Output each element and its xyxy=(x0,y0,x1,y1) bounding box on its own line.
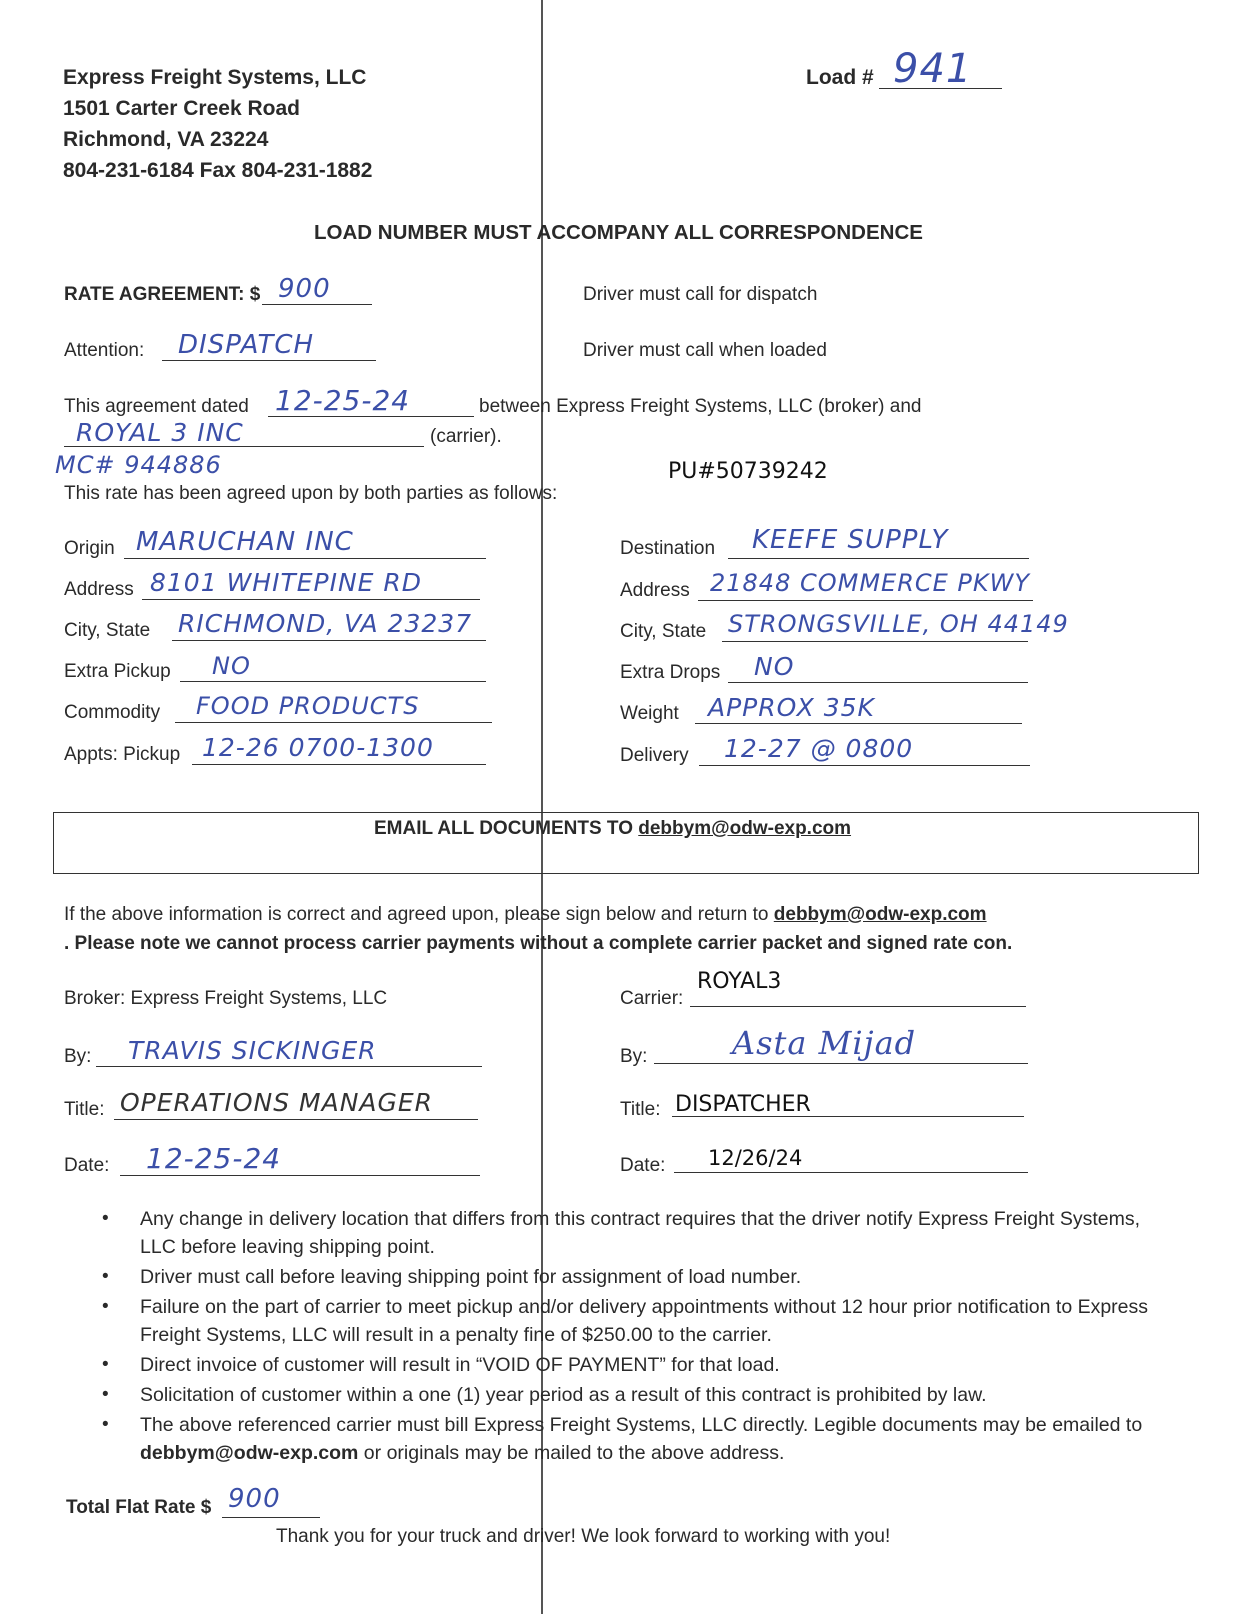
carrier-label: Carrier: xyxy=(620,988,684,1009)
extra-pickup-value: NO xyxy=(212,652,251,680)
loaded-call-note: Driver must call when loaded xyxy=(583,340,827,361)
extra-drops-line xyxy=(728,682,1028,683)
origin-address-line xyxy=(142,599,480,600)
broker-title-value: OPERATIONS MANAGER xyxy=(120,1088,434,1117)
carrier-by-line xyxy=(654,1063,1028,1064)
carrier-suffix: (carrier). xyxy=(430,426,502,447)
delivery-line xyxy=(699,765,1030,766)
total-label: Total Flat Rate $ xyxy=(66,1497,212,1518)
destination-value: KEEFE SUPPLY xyxy=(752,525,949,555)
rate-line xyxy=(262,304,372,305)
attention-label: Attention: xyxy=(64,340,145,361)
carrier-signature: Asta Mijad xyxy=(732,1024,917,1062)
signing-line2: . Please note we cannot process carrier payments without a complete carrier packet and signed rate con. xyxy=(64,933,1013,954)
company-phones: 804-231-6184 Fax 804-231-1882 xyxy=(63,159,373,182)
broker-date-label: Date: xyxy=(64,1155,110,1176)
dest-city-label: City, State xyxy=(620,621,707,642)
dated-label: This agreement dated xyxy=(64,396,249,417)
dest-address-label: Address xyxy=(620,580,690,601)
delivery-label: Delivery xyxy=(620,745,689,766)
list-item: • Direct invoice of customer will result in “VOID OF PAYMENT” for that load. xyxy=(102,1354,780,1376)
dest-address-line xyxy=(698,600,1033,601)
origin-label: Origin xyxy=(64,538,115,559)
signing-text: If the above information is correct and agreed upon, please sign below and return to xyxy=(64,904,774,925)
signing-email[interactable]: debbym@odw-exp.com xyxy=(773,904,987,925)
between-text: between Express Freight Systems, LLC (broker) and xyxy=(479,396,922,417)
company-name: Express Freight Systems, LLC xyxy=(63,66,367,89)
appt-pickup-value: 12-26 0700-1300 xyxy=(202,733,434,762)
thanks-text: Thank you for your truck and driver! We look forward to working with you! xyxy=(276,1526,891,1547)
appt-pickup-label: Appts: Pickup xyxy=(64,744,181,765)
weight-label: Weight xyxy=(620,703,679,724)
origin-value: MARUCHAN INC xyxy=(136,527,354,557)
commodity-label: Commodity xyxy=(64,702,161,723)
banner: LOAD NUMBER MUST ACCOMPANY ALL CORRESPONDENCE xyxy=(314,221,923,244)
total-value: 900 xyxy=(228,1484,281,1514)
dispatch-call-note: Driver must call for dispatch xyxy=(583,284,818,305)
agreed-text: This rate has been agreed upon by both parties as follows: xyxy=(64,483,558,504)
origin-city-line xyxy=(172,640,486,641)
email-prefix: EMAIL ALL DOCUMENTS TO xyxy=(374,818,639,839)
company-street: 1501 Carter Creek Road xyxy=(63,97,300,120)
carrier-date-value: 12/26/24 xyxy=(708,1146,803,1170)
dest-address-value: 21848 COMMERCE PKWY xyxy=(710,569,1031,597)
origin-city-label: City, State xyxy=(64,620,151,641)
carrier-name-value: ROYAL 3 INC xyxy=(76,418,244,447)
company-city: Richmond, VA 23224 xyxy=(63,128,269,151)
weight-value: APPROX 35K xyxy=(708,693,875,722)
destination-label: Destination xyxy=(620,538,716,559)
broker-title-line xyxy=(114,1119,478,1120)
pu-number: PU#50739242 xyxy=(668,459,828,484)
carrier-title-value: DISPATCHER xyxy=(675,1092,811,1117)
dest-city-line xyxy=(722,641,1028,642)
email-documents-text xyxy=(374,818,851,840)
broker-date-line xyxy=(120,1175,480,1176)
origin-address-label: Address xyxy=(64,579,134,600)
list-item: • The above referenced carrier must bill Express Freight Systems, LLC directly. Legible documents may be emailed to debbym@odw-exp.com or originals may be mailed to the above address. xyxy=(102,1414,1143,1464)
broker-title-label: Title: xyxy=(64,1099,105,1120)
terms-list xyxy=(100,1205,1180,1469)
list-item: • Driver must call before leaving shipping point for assignment of load number. xyxy=(102,1266,802,1288)
origin-address-value: 8101 WHITEPINE RD xyxy=(150,568,423,597)
broker-signature: TRAVIS SICKINGER xyxy=(128,1036,377,1065)
total-line xyxy=(222,1517,320,1518)
commodity-value: FOOD PRODUCTS xyxy=(196,692,420,720)
origin-city-value: RICHMOND, VA 23237 xyxy=(178,609,473,638)
carrier-title-label: Title: xyxy=(620,1099,661,1120)
attention-value: DISPATCH xyxy=(178,330,315,360)
rate-label: RATE AGREEMENT: $ xyxy=(64,284,261,305)
list-item: • Failure on the part of carrier to meet pickup and/or delivery appointments without 12 hour prior notification to Express Freight Systems, LLC will result in a penalty fine of $250.00 to the carrier. xyxy=(102,1296,1149,1346)
extra-pickup-line xyxy=(180,681,486,682)
dest-city-value: STRONGSVILLE, OH 44149 xyxy=(728,610,1069,638)
broker-by-line xyxy=(96,1066,482,1067)
email-link[interactable]: debbym@odw-exp.com xyxy=(638,818,852,839)
carrier-line xyxy=(690,1006,1026,1007)
destination-line xyxy=(728,558,1029,559)
broker-label: Broker: Express Freight Systems, LLC xyxy=(64,988,388,1009)
appt-pickup-line xyxy=(192,764,486,765)
signing-line1 xyxy=(64,904,987,926)
list-item: • Solicitation of customer within a one (1) year period as a result of this contract is prohibited by law. xyxy=(102,1384,987,1406)
attention-line xyxy=(162,360,376,361)
load-number: 941 xyxy=(893,46,973,92)
mc-number: MC# 944886 xyxy=(55,451,222,479)
broker-date-value: 12-25-24 xyxy=(146,1142,282,1175)
carrier-date-line xyxy=(674,1172,1028,1173)
carrier-value: ROYAL3 xyxy=(697,969,782,994)
weight-line xyxy=(695,723,1022,724)
carrier-by-label: By: xyxy=(620,1046,648,1067)
origin-line xyxy=(124,558,486,559)
extra-drops-label: Extra Drops xyxy=(620,662,721,683)
extra-pickup-label: Extra Pickup xyxy=(64,661,171,682)
rate-value: 900 xyxy=(278,274,331,304)
delivery-value: 12-27 @ 0800 xyxy=(724,734,914,763)
load-label: Load # xyxy=(806,66,874,89)
company-block xyxy=(63,62,372,186)
terms-email[interactable]: debbym@odw-exp.com xyxy=(140,1442,359,1464)
dated-value: 12-25-24 xyxy=(275,384,411,417)
carrier-date-label: Date: xyxy=(620,1155,666,1176)
extra-drops-value: NO xyxy=(754,652,795,681)
commodity-line xyxy=(175,722,492,723)
broker-by-label: By: xyxy=(64,1046,92,1067)
list-item: • Any change in delivery location that differs from this contract requires that the driver notify Express Freight Systems, LLC before leaving shipping point. xyxy=(102,1208,1141,1258)
